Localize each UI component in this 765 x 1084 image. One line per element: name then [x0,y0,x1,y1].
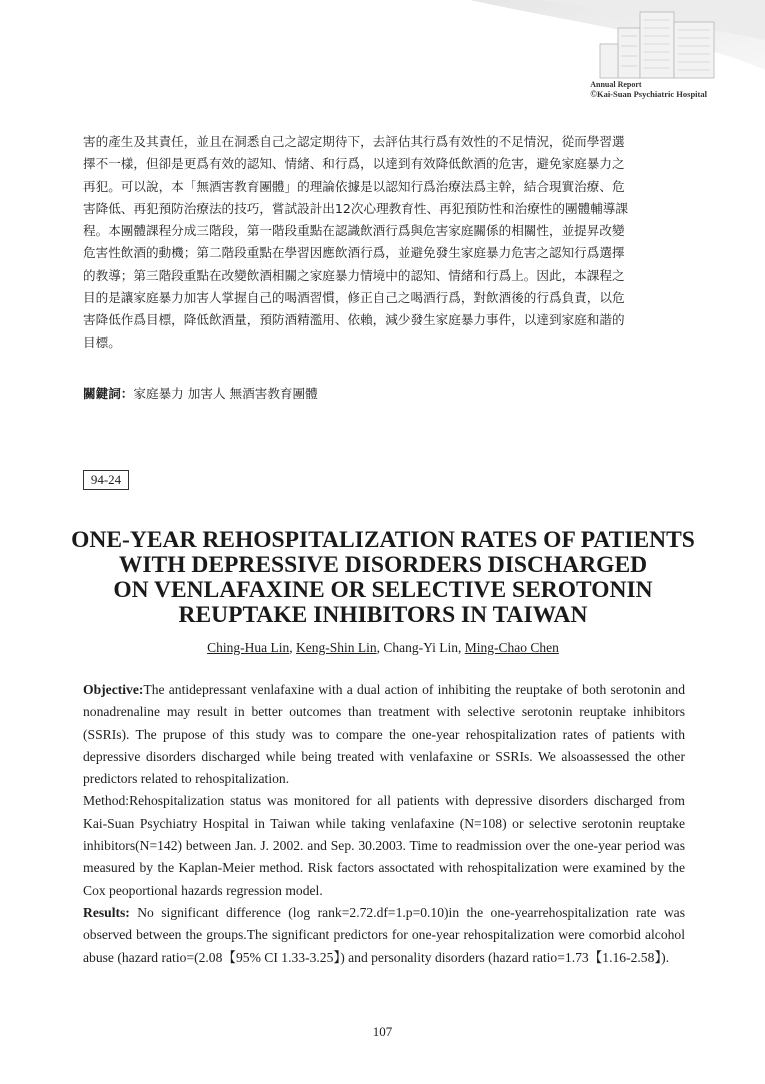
english-abstract [83,679,685,969]
zh-line: 目的是讓家庭暴力加害人掌握自己的喝酒習慣，修正自己之喝酒行爲，對飲酒後的行爲負責，以危 [83,290,625,306]
objective-label: Objective: [83,682,144,697]
paper-title [70,528,696,628]
author-name: Keng-Shin Lin [296,640,377,655]
zh-line: 害的產生及其責任，並且在洞悉自己之認定期待下，去評估其行爲有效性的不足情況，從而學習選 [83,134,625,149]
objective-text: The antidepressant venlafaxine with a dual action of inhibiting the reuptake of both serotonin and nonadrenaline may result in better outcomes than treatment with selective serotonin reuptake inhibitors (SSRIs). The prupose of this study was to compare the one-year rehospitalization rates of patients with depressive disorders discharged while being treated with venlafaxine or SSRIs. We alsoassessed the other predictors related to rehospitalization. [83,682,685,787]
title-line: ON VENLAFAXINE OR SELECTIVE SEROTONIN [113,577,653,603]
author-name: Ching-Hua Lin [207,640,290,655]
hospital-name: Kai-Suan Psychiatric Hospital [596,89,707,99]
page-number: 107 [372,1024,393,1039]
zh-line: 的教導；第三階段重點在改變飲酒相關之家庭暴力情境中的認知、情緒和行爲上。因此，本課程之 [83,267,625,283]
results-paragraph [83,902,685,969]
title-line: WITH DEPRESSIVE DISORDERS DISCHARGED [118,552,648,578]
title-line: ONE-YEAR REHOSPITALIZATION RATES OF PATIENTS [71,527,695,553]
title-line: REUPTAKE INHIBITORS IN TAIWAN [178,602,588,628]
paper-code-badge: 94-24 [83,470,129,490]
report-header-logo [590,80,707,99]
zh-line: 擇不一樣，但卻是更爲有效的認知、情緒、和行爲，以達到有效降低飲酒的危害，避免家庭暴力之 [83,156,625,172]
chinese-abstract-body [83,131,683,354]
zh-line: 危害性飲酒的動機；第二階段重點在學習因應飲酒行爲，並避免發生家庭暴力危害之認知行爲選擇 [83,245,625,261]
objective-paragraph [83,679,685,790]
author-separator: , [376,640,384,655]
zh-line: 害降低作爲目標，降低飲酒量，預防酒精濫用、依賴，減少發生家庭暴力事件，以達到家庭和諧的 [83,312,625,328]
copyright-mark: © [590,89,597,99]
zh-line: 再犯。可以說，本「無酒害教育團體」的理論依據是以認知行爲治療法爲主幹，結合現實治療、危 [83,178,625,194]
keywords-label: 關鍵詞： [83,386,134,401]
method-paragraph: Method:Rehospitalization status was monitored for all patients with depressive disorders discharged from Kai-Suan Psychiatry Hospital in Taiwan while taking venlafaxine (N=108) or selective serotonin reuptake inhibitors(N=142) between Jan. J. 2002. and Sep. 30.2003. Time to readmission over the one-year period was measured by the Kaplan-Meier method. Risk factors assoctated with rehospitalization were examined by the Cox peoportional hazards regression model. [83,793,685,898]
author-separator: , [289,640,296,655]
annual-report-label: Annual Report [590,80,642,89]
results-text: No significant difference (log rank=2.72.df=1.p=0.10)in the one-yearrehospitalization rate was observed between the groups.The significant predictors for one-year rehospitalization were comorbid alcohol abuse (hazard ratio=(2.08【95% CI 1.33-3.25】) and personality disorders (hazard ratio=1.73【1.16-2.58】). [83,904,685,965]
results-label: Results: [83,904,130,920]
zh-line: 目標。 [83,334,121,350]
author-separator: , [458,640,465,655]
zh-line: 程。本團體課程分成三階段，第一階段重點在認識飲酒行爲與危害家庭關係的相關性，並提昇改變 [83,223,625,239]
header-corner-graphic [0,0,765,120]
author-list [83,640,683,656]
keywords-text: 家庭暴力 加害人 無酒害教育團體 [133,386,318,401]
author-name: Ming-Chao Chen [464,640,559,655]
author-name: Chang-Yi Lin [383,640,458,655]
keywords-line [83,383,683,405]
zh-line: 害降低、再犯預防治療法的技巧，嘗試設計出12次心理教育性、再犯預防性和治療性的團體輔導課 [83,200,628,216]
